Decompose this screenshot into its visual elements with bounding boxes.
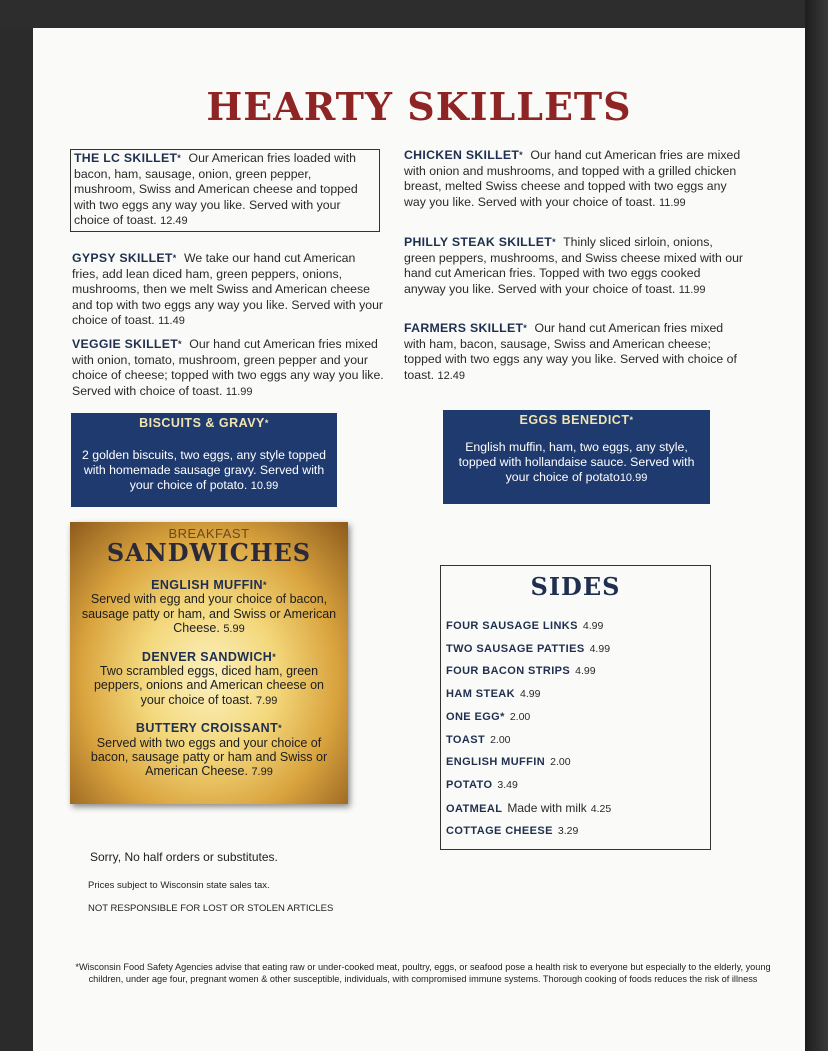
sandwich-english-muffin <box>70 578 348 637</box>
item-name: GYPSY SKILLET * <box>72 251 181 265</box>
item-description: Thinly sliced sirloin, onions, green peppers, mushrooms, and Swiss cheese mixed with our hand cut American fries. Topped with two eggs cooked anyway you like. Served with your choice of toast. <box>404 235 744 296</box>
item-description: Our hand cut American fries mixed with onion, tomato, mushroom, green pepper and your choice of cheese; topped with two eggs any way you like. Served with choice of toast. <box>72 337 384 398</box>
list-item <box>446 751 710 774</box>
item-price: 11.99 <box>225 385 253 398</box>
item-name: TOAST <box>446 733 486 746</box>
item-name: COTTAGE CHEESE <box>446 825 553 838</box>
item-description: Our hand cut American fries are mixed with onion and mushrooms, and topped with a grilled chicken breast, melted Swiss cheese and topped with two eggs any way you like. Served with your choice of toast. <box>404 148 741 209</box>
item-name: FOUR SAUSAGE LINKS <box>446 620 578 632</box>
sides-panel <box>440 565 711 850</box>
list-item <box>446 729 710 752</box>
item-price: 2.00 <box>490 733 511 746</box>
item-description: Our American fries loaded with bacon, ham, sausage, onion, green pepper, mushroom, Swiss and American cheese and topped with two eggs any way you like. Served with your choice of toast. <box>74 151 358 228</box>
item-price: 7.99 <box>255 694 278 707</box>
item-name: BISCUITS & GRAVY * <box>71 413 337 431</box>
menu-item-lc-skillet <box>70 149 380 232</box>
item-name: CHICKEN SKILLET * <box>404 148 527 162</box>
item-description <box>70 736 348 780</box>
item-price: 11.49 <box>158 315 185 328</box>
item-price: 4.25 <box>590 802 612 815</box>
item-name: THE LC SKILLET * <box>74 151 185 165</box>
item-description: Our hand cut American fries mixed with ham, bacon, sausage, Swiss and American cheese; topped with two eggs any way you like. Served with choice of toast. <box>404 321 737 382</box>
item-price: 11.99 <box>678 283 706 296</box>
item-description-text: Two scrambled eggs, diced ham, green peppers, onions and American cheese on your choice of toast. <box>93 664 325 707</box>
section-subtitle: BREAKFAST <box>168 526 250 541</box>
photo-background-right <box>805 0 828 1051</box>
item-name: BUTTERY CROISSANT * <box>70 721 348 735</box>
item-description <box>71 431 337 494</box>
menu-item-chicken-skillet <box>404 148 750 211</box>
item-price: 4.99 <box>520 688 541 701</box>
item-description <box>443 428 710 486</box>
item-description <box>70 592 348 636</box>
biscuits-gravy-box <box>71 413 337 507</box>
item-price: 12.49 <box>437 369 466 382</box>
item-price: 4.99 <box>589 642 611 655</box>
list-item <box>446 638 710 661</box>
menu-page <box>33 28 805 1051</box>
list-item <box>446 774 710 797</box>
item-name: DENVER SANDWICH * <box>70 650 348 664</box>
item-name: EGGS BENEDICT * <box>443 410 710 428</box>
item-price: 7.99 <box>251 766 273 779</box>
item-price: 3.29 <box>557 825 579 838</box>
menu-item-farmers-skillet <box>404 321 740 384</box>
list-item <box>446 820 710 843</box>
item-price: 3.49 <box>497 778 518 791</box>
item-price: 2.00 <box>550 756 571 769</box>
item-name: ENGLISH MUFFIN <box>446 756 546 769</box>
item-name: HAM STEAK <box>446 688 515 701</box>
list-item <box>446 683 710 706</box>
item-description-text: Served with egg and your choice of bacon, sausage patty or ham, and Swiss or American Cheese. <box>81 592 337 636</box>
item-description: We take our hand cut American fries, add lean diced ham, green peppers, onions, mushrooms, then we melt Swiss and American cheese and top with two eggs any way you like. Served with your choice of toast. <box>72 251 384 328</box>
item-description: Made with milk <box>507 800 587 815</box>
item-description <box>70 664 348 708</box>
sides-list <box>441 601 710 843</box>
sandwich-buttery-croissant <box>70 721 348 780</box>
item-name: VEGGIE SKILLET * <box>72 337 186 351</box>
item-name: FOUR BACON STRIPS <box>446 665 571 678</box>
menu-item-veggie-skillet <box>72 337 384 400</box>
item-price: 12.49 <box>160 215 188 228</box>
list-item <box>446 706 710 729</box>
menu-item-philly-steak-skillet <box>404 235 744 298</box>
item-price: 4.99 <box>575 665 596 678</box>
item-name: ONE EGG* <box>446 710 505 723</box>
item-price: 4.99 <box>582 620 604 632</box>
page-title: HEARTY SKILLETS <box>206 84 632 129</box>
section-title: SIDES <box>530 572 621 601</box>
item-description-text: 2 golden biscuits, two eggs, any style topped with homemade sausage gravy. Served with your choice of potato. <box>81 448 327 492</box>
list-item <box>446 797 710 821</box>
item-price: 5.99 <box>223 623 245 636</box>
list-item <box>446 660 710 683</box>
item-description-text: Served with two eggs and your choice of bacon, sausage patty or ham and Swiss or American Cheese. <box>90 735 328 779</box>
no-substitutes-note: Sorry, No half orders or substitutes. <box>90 850 278 864</box>
breakfast-sandwiches-panel <box>70 522 348 804</box>
item-name: PHILLY STEAK SKILLET * <box>404 235 560 249</box>
sandwich-denver <box>70 650 348 709</box>
item-price: 10.99 <box>619 472 648 484</box>
item-name: FARMERS SKILLET * <box>404 321 531 335</box>
item-price: 10.99 <box>250 480 279 492</box>
list-item <box>446 615 710 638</box>
food-safety-disclaimer: *Wisconsin Food Safety Agencies advise that eating raw or under-cooked meat, poultry, eggs, or seafood pose a health risk to everyone but especially to the elderly, young children, under age four, pregnant women & other susceptible, individuals, with compromised immune systems. Thorough cooking of foods reduces the risk of illness <box>75 962 771 984</box>
item-description-text: English muffin, ham, two eggs, any style, topped with hollandaise sauce. Served with your choice of potato <box>458 440 695 484</box>
item-name: POTATO <box>446 778 493 791</box>
item-price: 2.00 <box>509 710 531 723</box>
liability-note: NOT RESPONSIBLE FOR LOST OR STOLEN ARTICLES <box>88 903 334 914</box>
item-name: TWO SAUSAGE PATTIES <box>446 642 585 655</box>
tax-note: Prices subject to Wisconsin state sales tax. <box>88 880 270 891</box>
menu-item-gypsy-skillet <box>72 251 384 330</box>
section-title: SANDWICHES <box>106 538 312 567</box>
item-price: 11.99 <box>658 196 686 209</box>
eggs-benedict-box <box>443 410 710 504</box>
photo-background-top <box>0 0 828 28</box>
item-name: OATMEAL <box>446 802 503 815</box>
item-name: ENGLISH MUFFIN * <box>70 578 348 592</box>
